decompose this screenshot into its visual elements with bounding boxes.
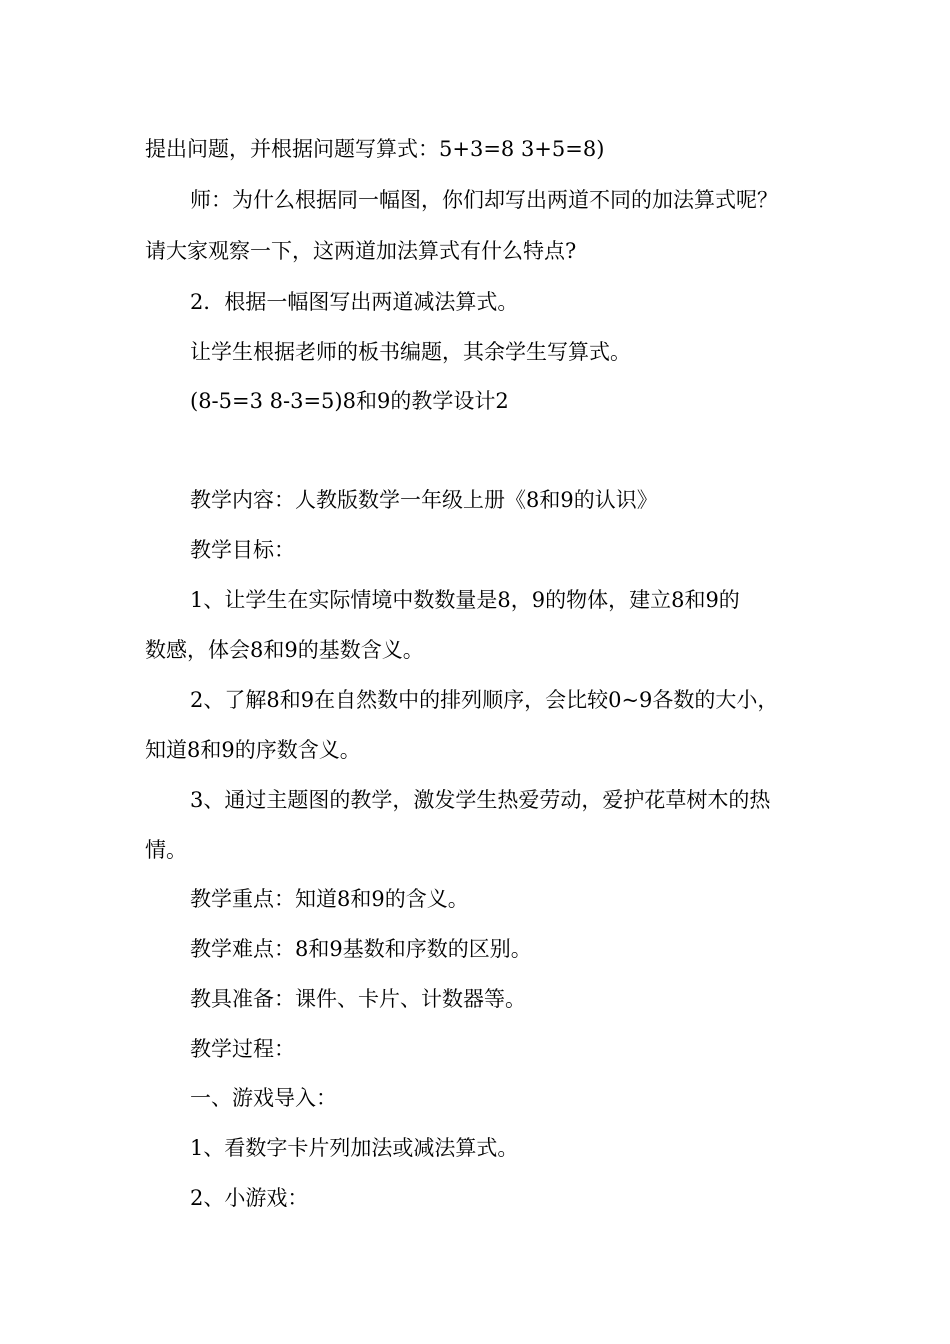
paragraph-line: 教具准备：课件、卡片、计数器等。: [190, 987, 526, 1011]
paragraph-line: 教学重点：知道8和9的含义。: [190, 887, 469, 911]
paragraph-line: 请大家观察一下，这两道加法算式有什么特点?: [145, 239, 577, 263]
paragraph-line: 教学目标：: [190, 538, 295, 562]
paragraph-line: 1、让学生在实际情境中数数量是8，9的物体，建立8和9的: [190, 588, 740, 612]
paragraph-line: 知道8和9的序数含义。: [145, 738, 361, 762]
paragraph-line: 情。: [145, 838, 187, 862]
paragraph-line: 教学过程：: [190, 1037, 295, 1061]
paragraph-line: 2、小游戏：: [190, 1186, 309, 1210]
paragraph-line: 2．根据一幅图写出两道减法算式。: [190, 290, 519, 314]
paragraph-line: 教学内容：人教版数学一年级上册《8和9的认识》: [190, 488, 658, 512]
paragraph-line: 师：为什么根据同一幅图，你们却写出两道不同的加法算式呢？: [190, 188, 778, 212]
paragraph-line: 2、了解8和9在自然数中的排列顺序，会比较0~9各数的大小，: [190, 688, 779, 712]
paragraph-line: 数感，体会8和9的基数含义。: [145, 638, 424, 662]
section-heading: (8-5=3 8-3=5)8和9的教学设计2: [190, 389, 509, 413]
paragraph-line: 让学生根据老师的板书编题，其余学生写算式。: [190, 340, 631, 364]
paragraph-line: 提出问题，并根据问题写算式：5+3=8 3+5=8): [145, 137, 605, 161]
paragraph-line: 3、通过主题图的教学，激发学生热爱劳动，爱护花草树木的热: [190, 788, 771, 812]
paragraph-line: 教学难点：8和9基数和序数的区别。: [190, 937, 532, 961]
paragraph-line: 一、游戏导入：: [190, 1086, 337, 1110]
paragraph-line: 1、看数字卡片列加法或减法算式。: [190, 1136, 519, 1160]
